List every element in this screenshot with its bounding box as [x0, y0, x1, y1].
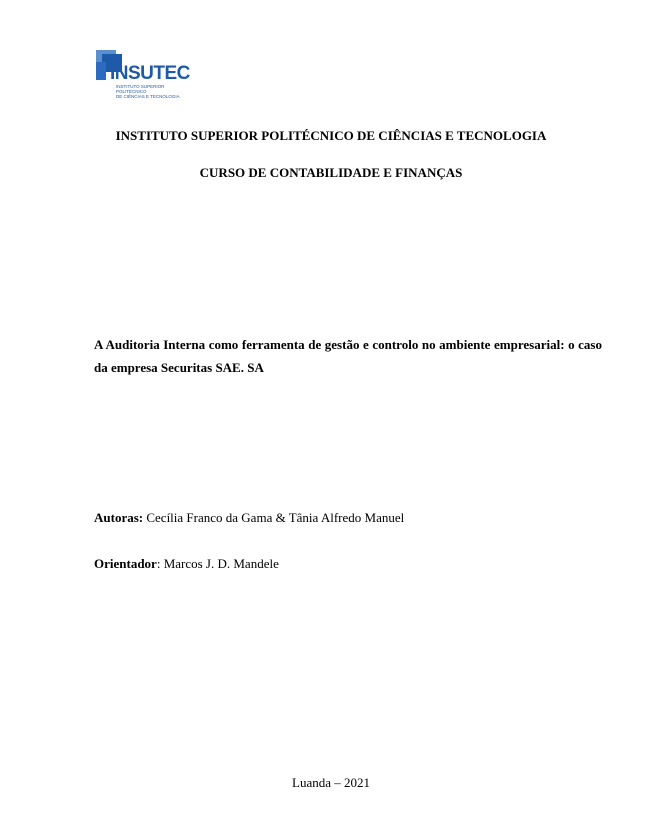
thesis-title: A Auditoria Interna como ferramenta de gestão e controlo no ambiente empresarial: o caso da empresa Securitas SAE. SA — [94, 337, 602, 375]
logo-subtitle-line2: DE CIÊNCIAS E TECNOLOGIA — [116, 94, 180, 99]
institution-heading: INSTITUTO SUPERIOR POLITÉCNICO DE CIÊNCIAS E TECNOLOGIA — [115, 128, 547, 143]
logo-wordmark: INSUTEC — [110, 63, 190, 84]
course-heading: CURSO DE CONTABILIDADE E FINANÇAS — [199, 165, 463, 180]
authors-label: Autoras: — [94, 510, 144, 525]
authors-value: Cecília Franco da Gama & Tânia Alfredo Manuel — [143, 510, 405, 525]
advisor-label: Orientador — [94, 556, 157, 571]
authors-line — [94, 510, 404, 526]
insutec-logo — [96, 50, 196, 98]
logo-subtitle-line1: INSTITUTO SUPERIOR POLITÉCNICO — [116, 84, 165, 94]
advisor-value: : Marcos J. D. Mandele — [156, 556, 279, 571]
logo-subtitle — [116, 84, 196, 99]
place-date: Luanda – 2021 — [292, 775, 370, 790]
advisor-line — [94, 556, 279, 572]
